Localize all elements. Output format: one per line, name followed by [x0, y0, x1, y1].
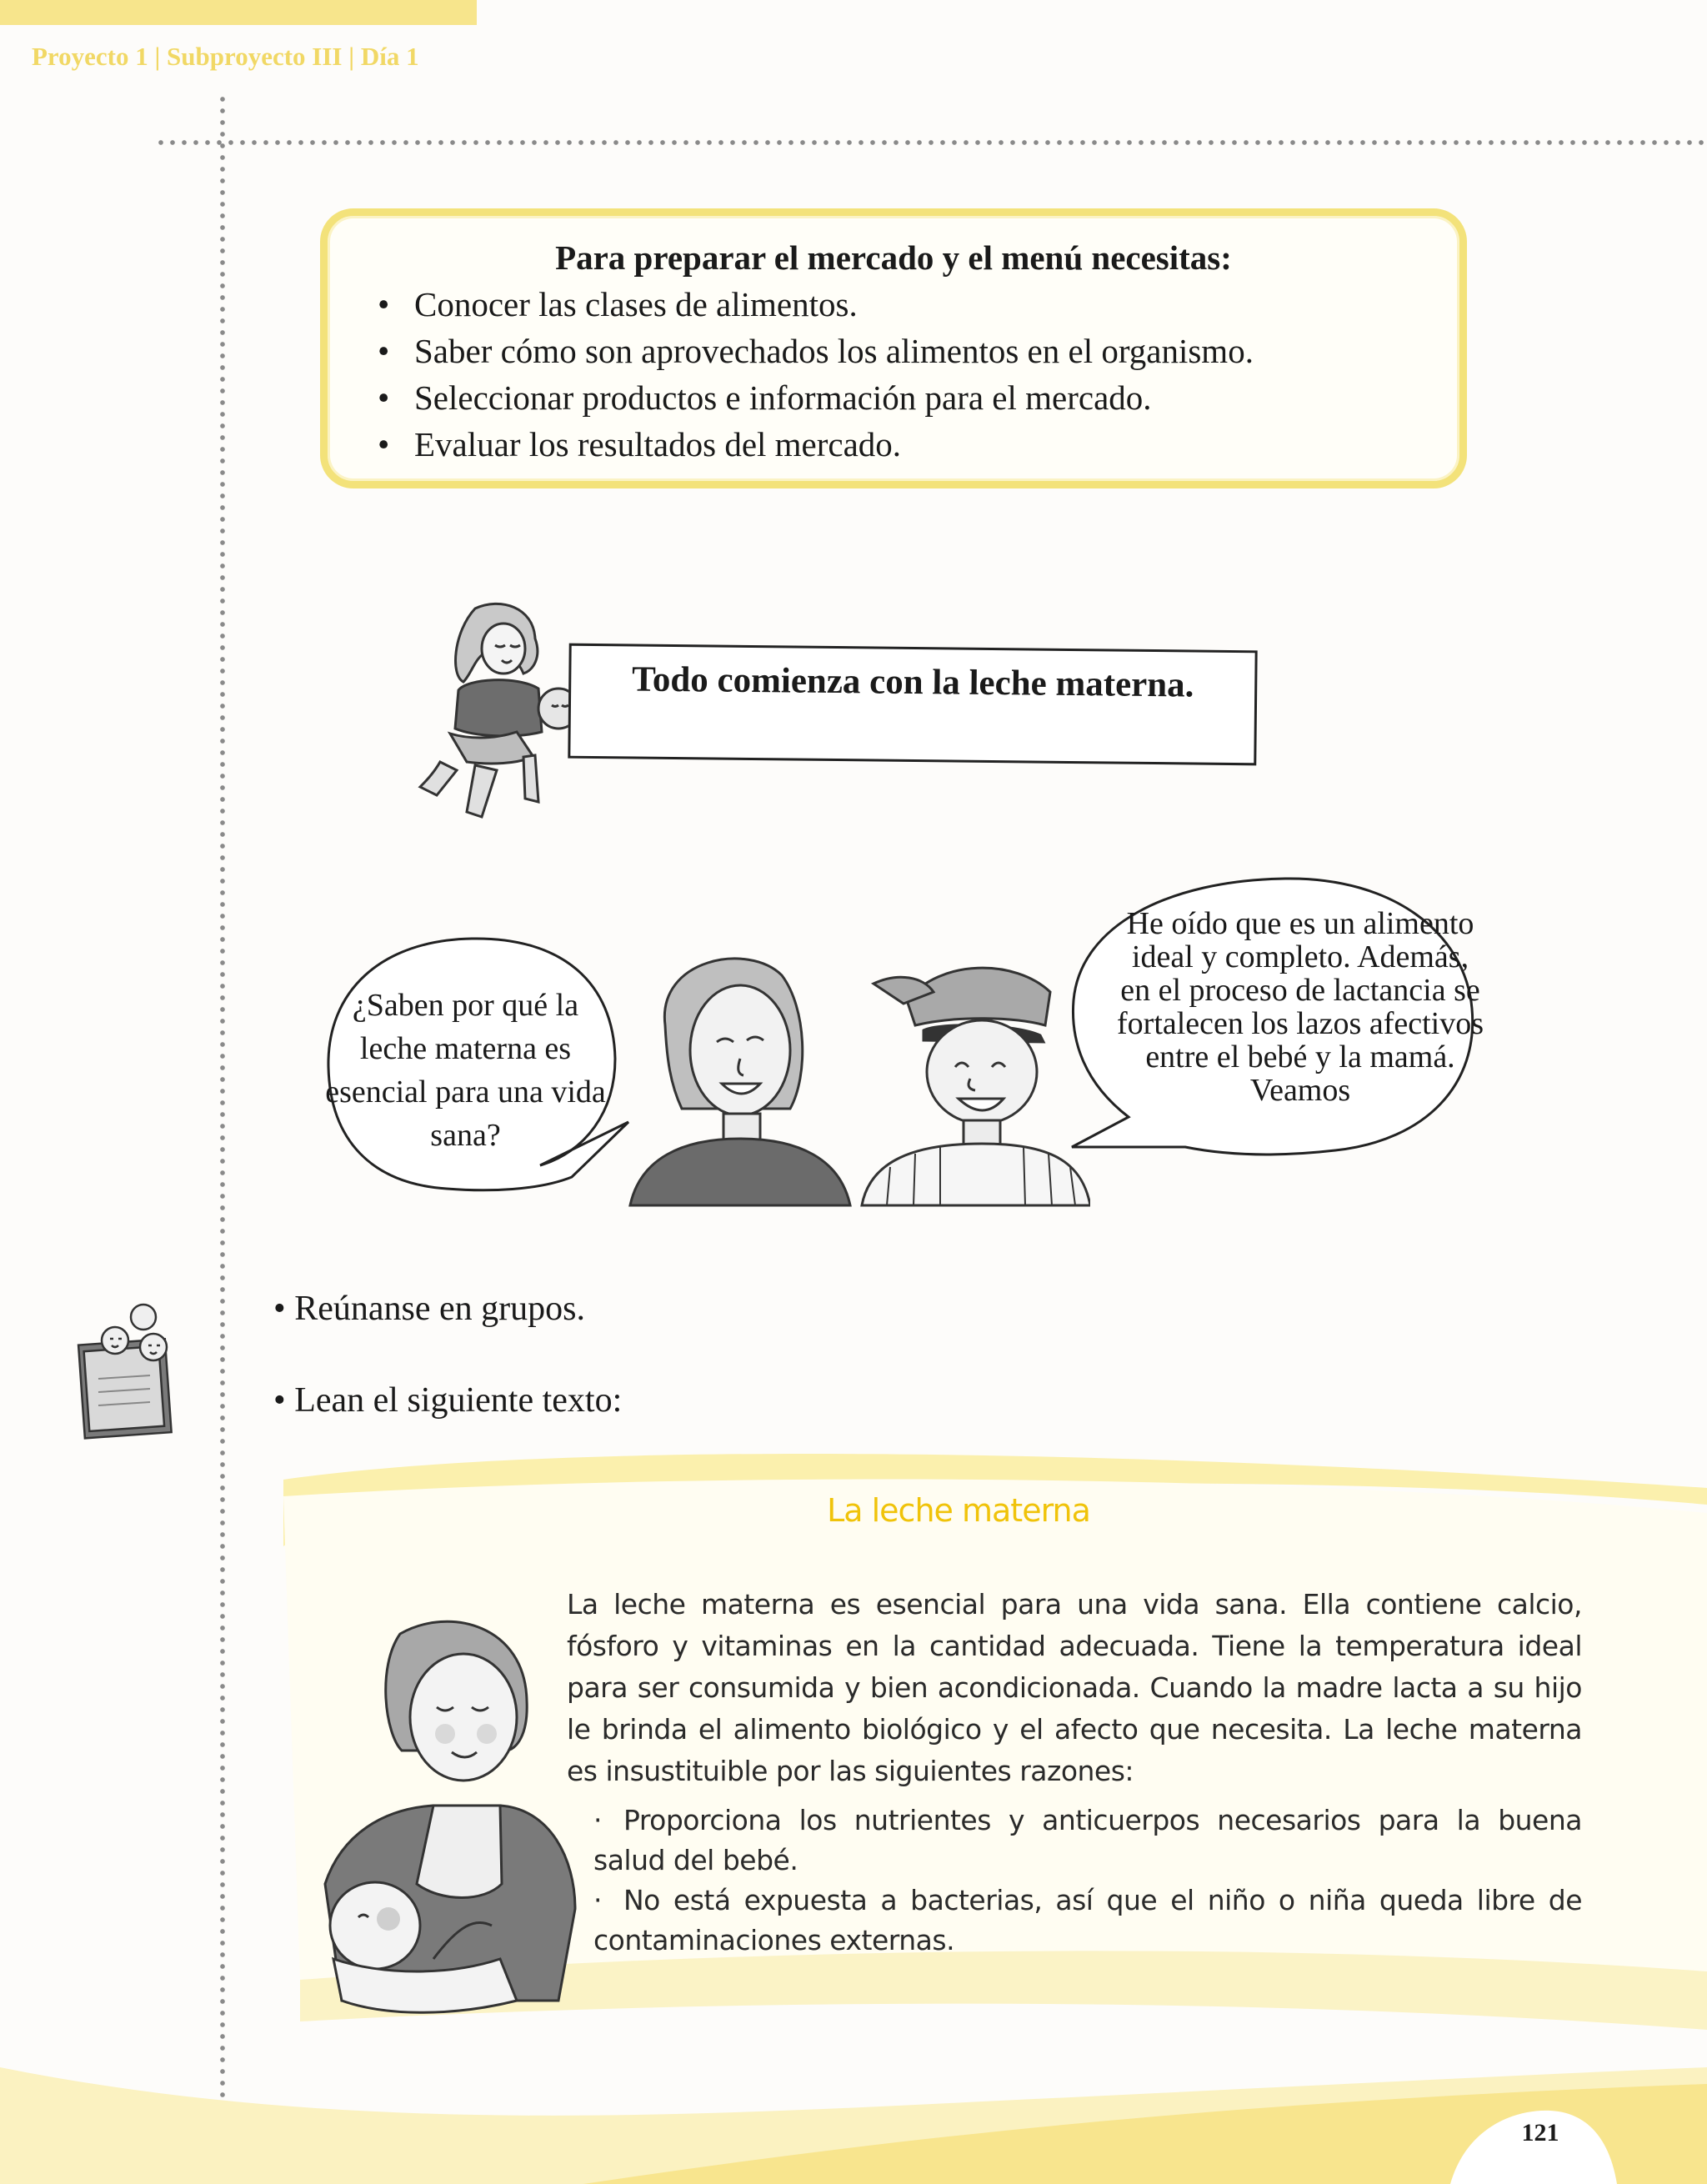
reading-point	[593, 1801, 1582, 1881]
right-bubble-text: He oído que es un alimento ideal y completo. Además, en el proceso de lactancia se fortalecen los lazos afectivos entre el bebé y la mamá. Veamos	[1117, 906, 1484, 1108]
goals-list	[376, 281, 1254, 468]
goals-item: • Saber cómo son aprovechados los alimentos en el organismo.	[376, 328, 1254, 374]
instruction-form-groups: • Reúnanse en grupos.	[273, 1290, 585, 1328]
goals-item: • Conocer las clases de alimentos.	[376, 281, 1254, 328]
goals-item: • Seleccionar productos e información para el mercado.	[376, 374, 1254, 421]
bullet-dot: ·	[593, 1884, 602, 1916]
left-bubble-text: ¿Saben por qué la leche materna es esencial para una vida sana?	[325, 988, 606, 1153]
page-number: 121	[1521, 2119, 1559, 2146]
goals-item: • Evaluar los resultados del mercado.	[376, 421, 1254, 468]
bullet-dot: ·	[593, 1804, 602, 1836]
mother-carrying-baby-illustration	[417, 599, 592, 834]
reading-point-text: Proporciona los nutrientes y anticuerpos necesarios para la buena salud del bebé.	[593, 1804, 1582, 1876]
instruction-read-text: • Lean el siguiente texto:	[273, 1381, 623, 1420]
reading-title: La leche materna	[827, 1492, 1090, 1529]
top-color-band	[0, 0, 477, 25]
page-header-label: Proyecto 1 | Subproyecto III | Día 1	[32, 42, 419, 71]
bottom-decorative-wave	[0, 2034, 1707, 2184]
reading-body-text: La leche materna es esencial para una vida sana. Ella contiene calcio, fósforo y vitaminas en la cantidad adecuada. Tiene la temperatura ideal para ser consumida y bien acondicionada. Cuando la madre lacta a su hijo le brinda el alimento biológico y el afecto que necesita. La leche materna es insustituible por las siguientes razones:	[567, 1588, 1582, 1787]
goals-box	[320, 208, 1467, 488]
breastfeeding-mother-illustration	[308, 1609, 583, 2026]
reading-point	[593, 1881, 1582, 1961]
reading-point-text: No está expuesta a bacterias, así que el niño o niña queda libre de contaminaciones externas.	[593, 1884, 1582, 1956]
group-reading-icon	[73, 1299, 190, 1440]
students-illustration	[623, 925, 1090, 1209]
banner-text: Todo comienza con la leche materna.	[631, 659, 1194, 705]
horizontal-dotted-rule	[155, 140, 1707, 145]
vertical-dotted-rule	[220, 93, 225, 2184]
reading-points-list	[593, 1801, 1582, 1961]
headline-banner	[568, 644, 1257, 766]
goals-title: Para preparar el mercado y el menú necesitas:	[555, 238, 1232, 277]
